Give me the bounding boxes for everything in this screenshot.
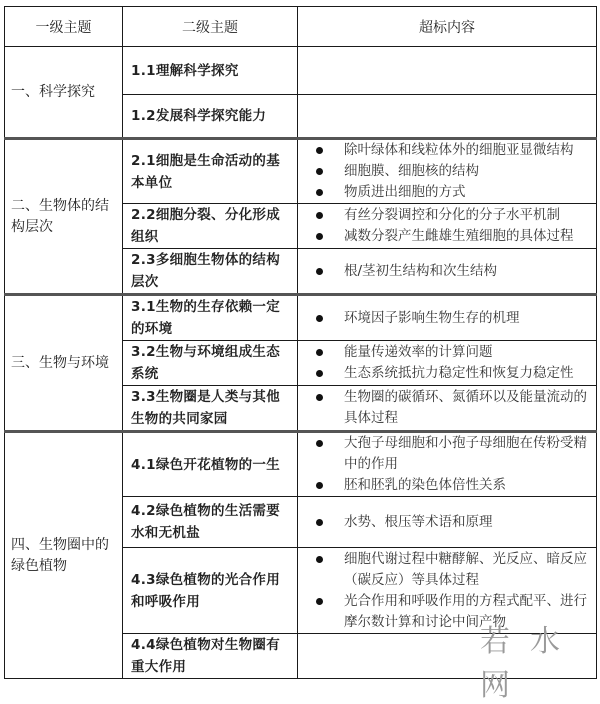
bullet-icon [316,233,323,240]
bullet-icon [316,268,323,275]
beyond-standard-content [298,295,597,341]
bullet-icon [316,394,323,401]
bullet-icon [316,440,323,447]
content-item [314,205,592,226]
level2-topic: 1.2发展科学探究能力 [123,95,298,139]
level2-topic: 2.1细胞是生命活动的基本单位 [123,139,298,204]
bullet-icon [316,147,323,154]
content-item [314,226,592,247]
content-item-text: 生态系统抵抗力稳定性和恢复力稳定性 [344,365,574,381]
bullet-icon [316,315,323,322]
bullet-icon [316,556,323,563]
content-item [314,512,592,533]
content-item [314,549,592,591]
content-item-text: 减数分裂产生雌雄生殖细胞的具体过程 [344,228,574,244]
level2-topic: 4.4绿色植物对生物圈有重大作用 [123,634,298,679]
level2-topic: 2.3多细胞生物体的结构层次 [123,249,298,295]
content-item-text: 胚和胚乳的染色体倍性关系 [344,477,506,493]
content-item-text: 细胞膜、细胞核的结构 [344,163,479,179]
beyond-standard-content [298,249,597,295]
content-item-text: 细胞代谢过程中糖酵解、光反应、暗反应（碳反应）等具体过程 [344,550,587,588]
beyond-standard-content [298,497,597,548]
header-level2: 二级主题 [123,7,298,47]
bullet-icon [316,370,323,377]
level1-topic: 四、生物圈中的绿色植物 [5,432,123,679]
content-item [314,261,592,282]
table-row [5,432,597,497]
content-item-text: 能量传递效率的计算问题 [344,344,493,360]
bullet-icon [316,519,323,526]
header-content: 超标内容 [298,7,597,47]
level2-topic: 4.2绿色植物的生活需要水和无机盐 [123,497,298,548]
content-item-text: 除叶绿体和线粒体外的细胞亚显微结构 [344,142,574,158]
header-row [5,7,597,47]
bullet-icon [316,212,323,219]
content-item-text: 物质进出细胞的方式 [344,184,466,200]
table-row [5,295,597,341]
table-row [5,139,597,204]
bullet-icon [316,482,323,489]
content-item [314,363,592,384]
beyond-standard-content [298,47,597,95]
header-level1: 一级主题 [5,7,123,47]
beyond-standard-content [298,386,597,432]
content-item-text: 环境因子影响生物生存的机理 [344,309,520,326]
level2-topic: 3.3生物圈是人类与其他生物的共同家园 [123,386,298,432]
content-item-text: 水势、根压等术语和原理 [344,513,493,530]
content-item [314,387,592,429]
content-item [314,182,592,203]
table-row [5,47,597,95]
content-item [314,433,592,475]
level2-topic: 3.1生物的生存依赖一定的环境 [123,295,298,341]
content-item-text: 光合作用和呼吸作用的方程式配平、进行摩尔数计算和讨论中间产物 [344,592,587,630]
content-item-text: 根/茎初生结构和次生结构 [344,262,498,279]
beyond-standard-content [298,204,597,249]
bullet-icon [316,168,323,175]
level2-topic: 1.1理解科学探究 [123,47,298,95]
content-item-text: 有丝分裂调控和分化的分子水平机制 [344,207,560,223]
content-item [314,342,592,363]
level2-topic: 4.3绿色植物的光合作用和呼吸作用 [123,548,298,634]
level2-topic: 4.1绿色开花植物的一生 [123,432,298,497]
content-item [314,140,592,161]
bullet-icon [316,598,323,605]
content-item [314,161,592,182]
content-item [314,475,592,496]
level2-topic: 3.2生物与环境组成生态系统 [123,341,298,386]
level1-topic: 二、生物体的结构层次 [5,139,123,295]
level1-topic: 三、生物与环境 [5,295,123,432]
content-item [314,308,592,329]
beyond-standard-content [298,341,597,386]
level2-topic: 2.2细胞分裂、分化形成组织 [123,204,298,249]
curriculum-table [4,6,597,679]
bullet-icon [316,189,323,196]
beyond-standard-content [298,139,597,204]
watermark: 若水网 [480,624,580,703]
bullet-icon [316,349,323,356]
content-item-text: 生物圈的碳循环、氮循环以及能量流动的具体过程 [344,389,587,426]
level1-topic: 一、科学探究 [5,47,123,139]
beyond-standard-content [298,95,597,139]
content-item-text: 大孢子母细胞和小孢子母细胞在传粉受精中的作用 [344,435,587,472]
beyond-standard-content [298,432,597,497]
